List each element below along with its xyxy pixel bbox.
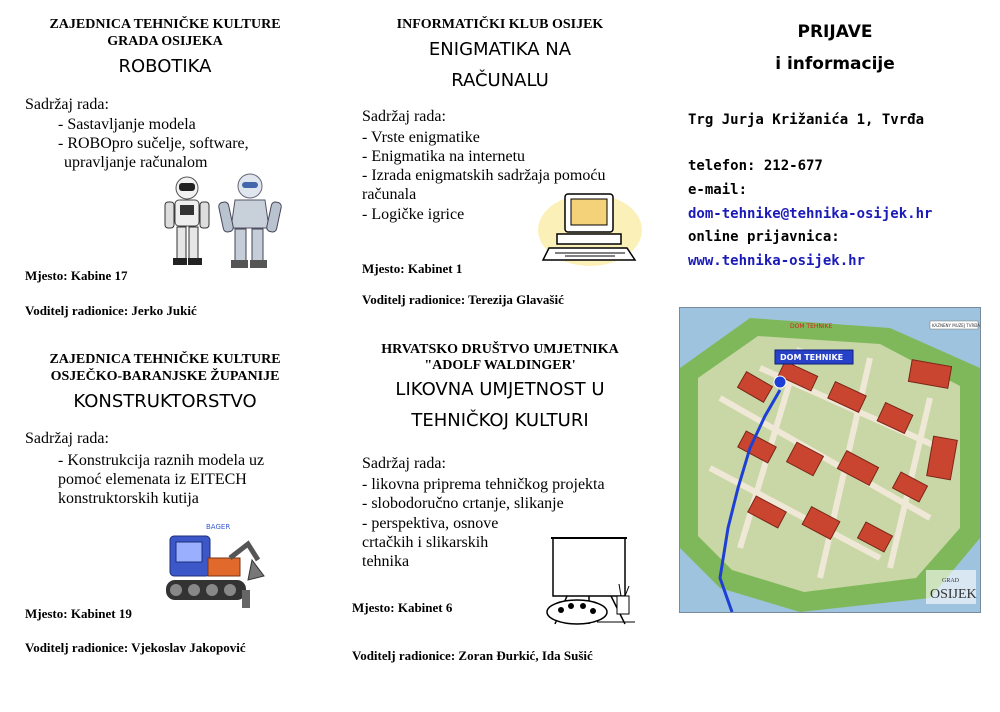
- konstruktorstvo-content-label: Sadržaj rada:: [25, 430, 109, 447]
- konstruktorstvo-org-line2: OSJEČKO-BARANJSKE ŽUPANIJE: [50, 369, 280, 384]
- enigmatika-content-label: Sadržaj rada:: [362, 108, 446, 125]
- robotika-org-line1: ZAJEDNICA TEHNIČKE KULTURE: [49, 17, 281, 32]
- likovna-title-line2: TEHNIČKOJ KULTURI: [411, 410, 589, 431]
- likovna-title-line1: LIKOVNA UMJETNOST U: [395, 379, 605, 400]
- konstruktorstvo-item-1: - Konstrukcija raznih modela uz: [58, 452, 265, 469]
- robotika-item-2: - ROBOpro sučelje, software,: [58, 135, 249, 152]
- robotika-title: ROBOTIKA: [118, 56, 212, 77]
- prijave-online-label: online prijavnica:: [688, 229, 840, 245]
- likovna-content-label: Sadržaj rada:: [362, 455, 446, 472]
- robotika-location: Mjesto: Kabine 17: [25, 268, 128, 283]
- prijave-address: Trg Jurja Križanića 1, Tvrđa: [688, 112, 925, 128]
- enigmatika-item-2: - Enigmatika na internetu: [362, 148, 526, 165]
- prijave-phone: telefon: 212-677: [688, 158, 823, 174]
- likovna-leader: Voditelj radionice: Zoran Đurkić, Ida Sušić: [352, 648, 593, 663]
- robotika-leader: Voditelj radionice: Jerko Jukić: [25, 303, 197, 318]
- likovna-org-line2: "ADOLF WALDINGER': [424, 358, 576, 373]
- konstruktorstvo-org-line1: ZAJEDNICA TEHNIČKE KULTURE: [49, 352, 281, 367]
- map-dom-label: DOM TEHNIKE: [780, 353, 844, 362]
- enigmatika-leader: Voditelj radionice: Terezija Glavašić: [362, 292, 564, 307]
- enigmatika-item-4: računala: [362, 186, 417, 203]
- enigmatika-title-line2: RAČUNALU: [451, 70, 549, 91]
- map-city-small-label: GRAD: [942, 578, 960, 584]
- konstruktorstvo-location: Mjesto: Kabinet 19: [25, 606, 132, 621]
- likovna-item-1: - likovna priprema tehničkog projekta: [362, 476, 605, 493]
- enigmatika-item-3: - Izrada enigmatskih sadržaja pomoću: [362, 167, 606, 184]
- konstruktorstvo-title: KONSTRUKTORSTVO: [73, 391, 257, 412]
- konstruktorstvo-item-3: konstruktorskih kutija: [58, 490, 199, 507]
- enigmatika-item-5: - Logičke igrice: [362, 206, 465, 223]
- likovna-item-4: crtačkih i slikarskih: [362, 534, 489, 551]
- prijave-title-line1: PRIJAVE: [797, 22, 873, 42]
- enigmatika-org-line1: INFORMATIČKI KLUB OSIJEK: [396, 17, 604, 32]
- likovna-item-2: - slobodoručno crtanje, slikanje: [362, 495, 564, 512]
- map-dom-small-label: DOM TEHNIKE: [790, 323, 833, 330]
- prijave-email-label: e-mail:: [688, 182, 748, 198]
- enigmatika-item-1: - Vrste enigmatike: [362, 129, 480, 146]
- robotika-item-1: - Sastavljanje modela: [58, 116, 196, 133]
- likovna-item-3: - perspektiva, osnove: [362, 515, 499, 532]
- prijave-title-line2: i informacije: [775, 54, 895, 74]
- easel-palette-illustration: [537, 532, 647, 630]
- enigmatika-title-line1: ENIGMATIKA NA: [428, 39, 572, 60]
- robotika-content-label: Sadržaj rada:: [25, 96, 109, 113]
- tvrda-map-graphic: [680, 308, 980, 612]
- prijave-email-link[interactable]: dom-tehnike@tehnika-osijek.hr: [688, 206, 933, 222]
- prijave-website-link[interactable]: www.tehnika-osijek.hr: [688, 253, 866, 269]
- robotika-org-line2: GRADA OSIJEKA: [107, 34, 223, 49]
- computer-illustration: [535, 186, 645, 268]
- robot-2-icon: [218, 174, 282, 268]
- excavator-label: BAGER: [206, 523, 231, 531]
- likovna-org-line1: HRVATSKO DRUŠTVO UMJETNIKA: [381, 342, 619, 357]
- likovna-location: Mjesto: Kabinet 6: [352, 600, 453, 615]
- robot-1-icon: [165, 177, 209, 265]
- konstruktorstvo-item-2: pomoć elemenata iz EITECH: [58, 471, 247, 488]
- map-city-label: OSIJEK: [930, 587, 977, 602]
- enigmatika-location: Mjesto: Kabinet 1: [362, 261, 463, 276]
- konstruktorstvo-leader: Voditelj radionice: Vjekoslav Jakopović: [25, 640, 246, 655]
- robotika-item-3: upravljanje računalom: [64, 154, 208, 171]
- tvrda-map: [679, 307, 981, 613]
- robots-illustration: [155, 172, 290, 272]
- map-banner-label: KAZNENY MUZEJ TVRĐA: [932, 323, 980, 328]
- excavator-illustration: [160, 520, 270, 612]
- likovna-item-5: tehnika: [362, 553, 410, 570]
